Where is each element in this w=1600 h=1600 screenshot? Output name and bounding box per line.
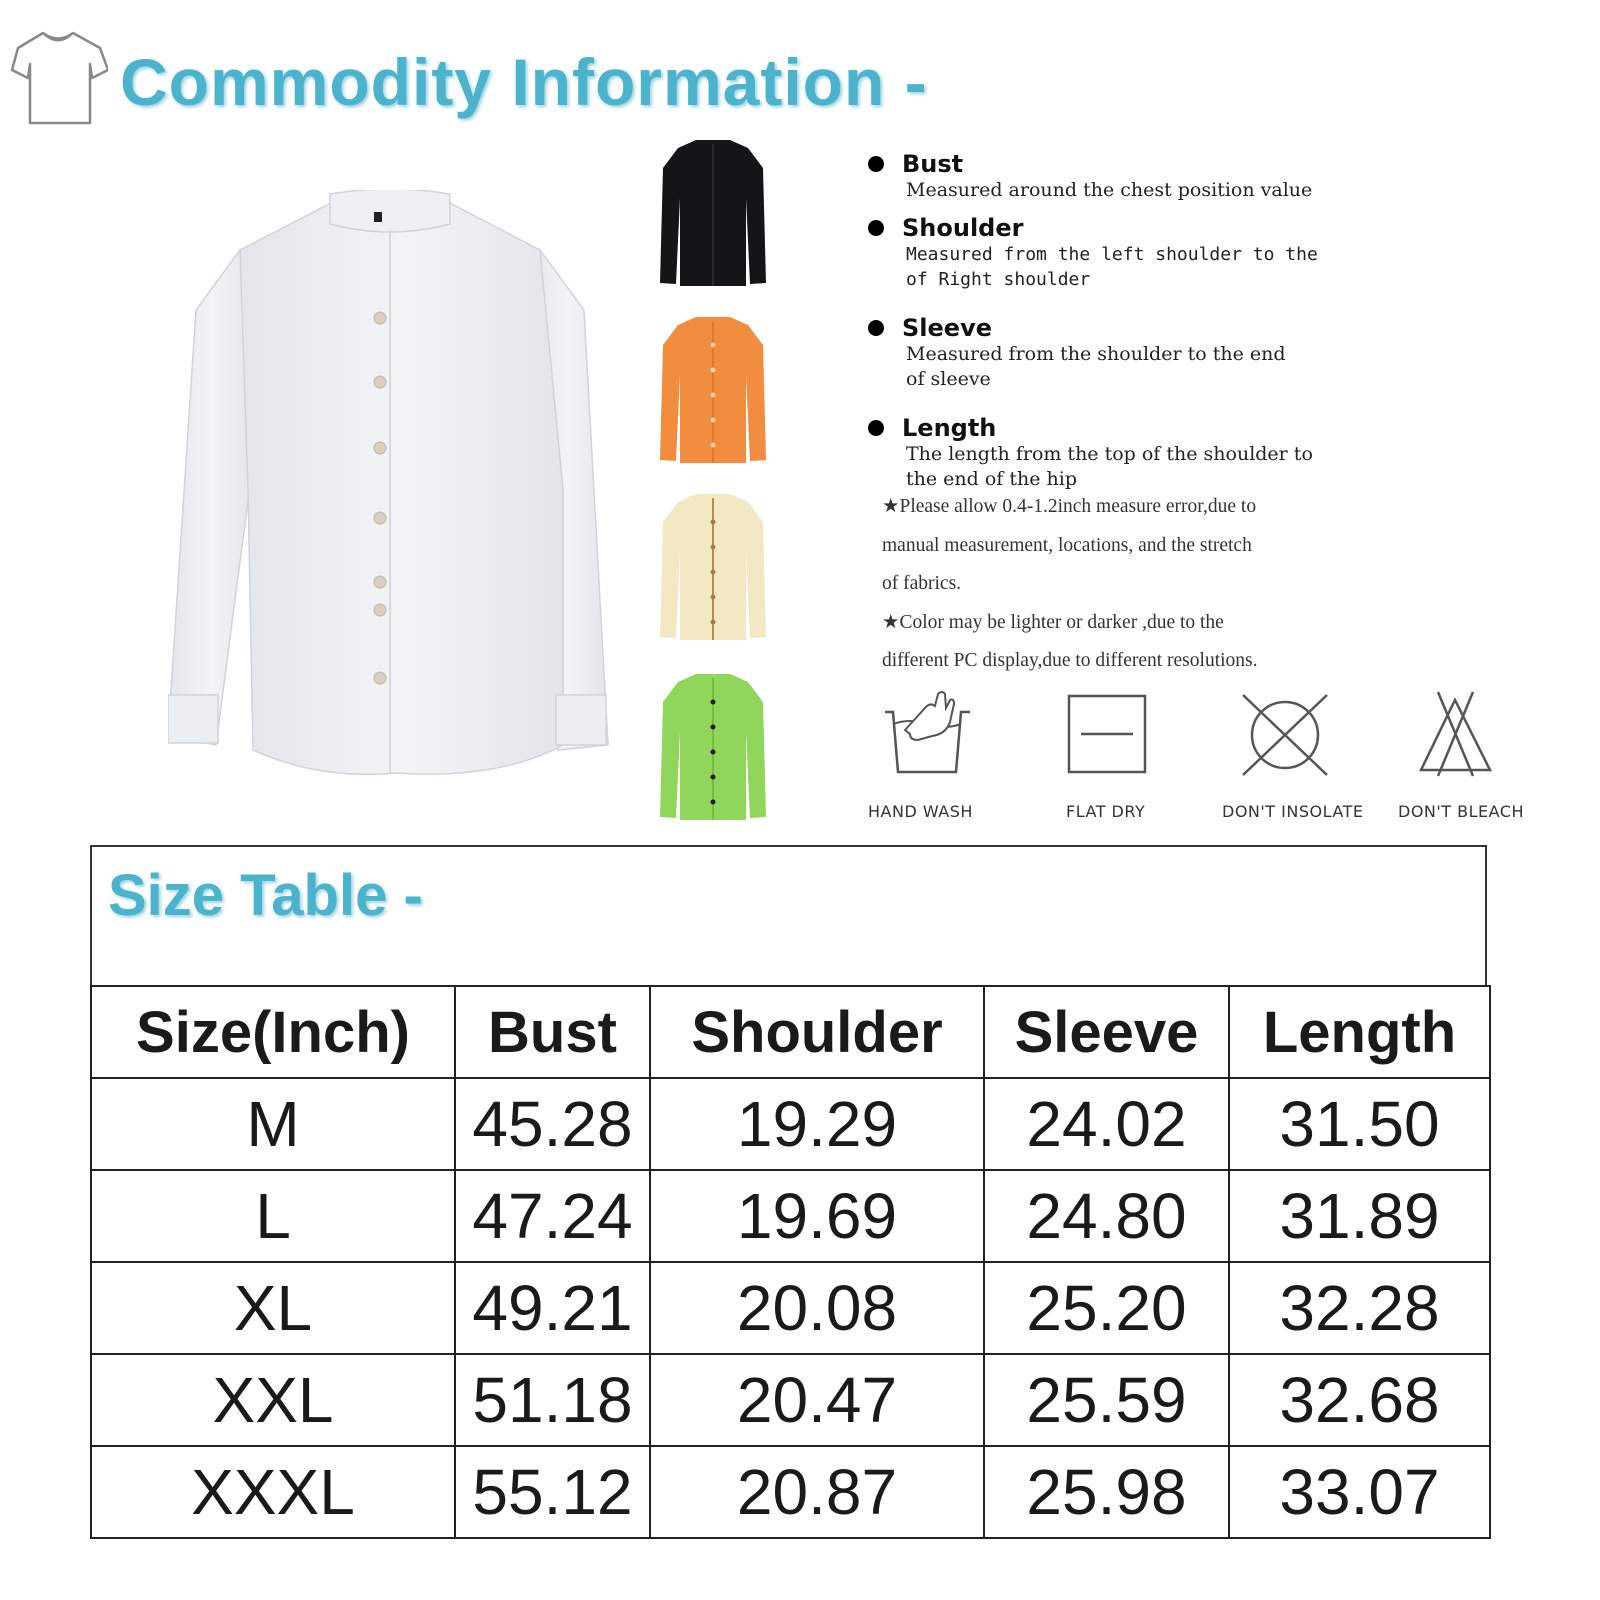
table-cell: 25.59 [984,1354,1229,1446]
table-row [91,1354,1490,1446]
table-cell: M [91,1078,455,1170]
spec-title: Shoulder [902,214,1024,242]
dont-bleach-icon [1418,690,1493,778]
table-header-row [91,986,1490,1078]
table-cell: L [91,1170,455,1262]
table-cell: 31.50 [1229,1078,1490,1170]
table-cell: 25.98 [984,1446,1229,1538]
column-header: Shoulder [650,986,984,1078]
spec-description: the end of the hip [906,468,1077,490]
measurement-notes [882,488,1342,681]
table-cell: 19.29 [650,1078,984,1170]
note-line: manual measurement, locations, and the stretch [882,534,1252,556]
spec-length [868,414,1313,492]
spec-title: Sleeve [902,314,992,342]
care-dont-bleach [1398,690,1525,821]
table-cell: 49.21 [455,1262,650,1354]
table-cell: 20.47 [650,1354,984,1446]
column-header: Bust [455,986,650,1078]
table-cell: XL [91,1262,455,1354]
care-label: HAND WASH [868,802,973,821]
care-dont-insolate [1222,690,1364,821]
column-header: Size(Inch) [91,986,455,1078]
color-swatch-beige[interactable] [658,492,768,642]
table-cell: 45.28 [455,1078,650,1170]
table-cell: 20.87 [650,1446,984,1538]
table-row [91,1262,1490,1354]
care-flat-dry [1066,690,1148,821]
spec-description: Measured from the shoulder to the end [906,343,1286,365]
table-row [91,1170,1490,1262]
care-label: FLAT DRY [1066,802,1146,821]
color-swatch-orange[interactable] [658,315,768,465]
care-label: DON'T BLEACH [1398,802,1525,821]
flat-dry-icon [1066,690,1148,775]
spec-description: of sleeve [906,368,991,390]
note-line: different PC display,due to different resolutions. [882,650,1258,671]
table-cell: 20.08 [650,1262,984,1354]
table-cell: 19.69 [650,1170,984,1262]
table-cell: XXXL [91,1446,455,1538]
column-header: Length [1229,986,1490,1078]
spec-bust [868,150,1312,203]
spec-description: The length from the top of the shoulder to [906,443,1313,465]
table-cell: 51.18 [455,1354,650,1446]
color-swatch-black[interactable] [658,138,768,288]
note-line: of fabrics. [882,573,962,594]
spec-sleeve [868,314,1286,392]
table-cell: 25.20 [984,1262,1229,1354]
table-cell: 32.28 [1229,1262,1490,1354]
bullet-icon [868,320,884,336]
column-header: Sleeve [984,986,1229,1078]
table-cell: 47.24 [455,1170,650,1262]
table-cell: 31.89 [1229,1170,1490,1262]
spec-description: of Right shoulder [906,269,1091,290]
color-swatch-green[interactable] [658,672,768,822]
spec-description: Measured around the chest position value [906,179,1313,201]
table-cell: 24.80 [984,1170,1229,1262]
bullet-icon [868,156,884,172]
hand-wash-icon [880,690,975,785]
table-cell: 24.02 [984,1078,1229,1170]
note-line: ★Color may be lighter or darker ,due to the [882,611,1224,633]
main-product-image [168,190,613,780]
size-table [90,985,1491,1539]
spec-title: Bust [902,150,964,178]
note-line: ★Please allow 0.4-1.2inch measure error,due to [882,496,1257,517]
table-row [91,1078,1490,1170]
table-cell: 32.68 [1229,1354,1490,1446]
page-title: Commodity Information - [120,45,928,119]
size-table-title: Size Table - [108,863,423,928]
bullet-icon [868,420,884,436]
bullet-icon [868,220,884,236]
table-row [91,1446,1490,1538]
spec-title: Length [902,414,997,442]
care-label: DON'T INSOLATE [1222,802,1364,821]
table-cell: 33.07 [1229,1446,1490,1538]
care-hand-wash [868,690,975,821]
spec-shoulder [868,214,1318,292]
table-cell: XXL [91,1354,455,1446]
tshirt-icon [8,28,108,126]
table-cell: 55.12 [455,1446,650,1538]
dont-insolate-icon [1238,690,1333,780]
spec-description: Measured from the left shoulder to the [906,244,1318,265]
